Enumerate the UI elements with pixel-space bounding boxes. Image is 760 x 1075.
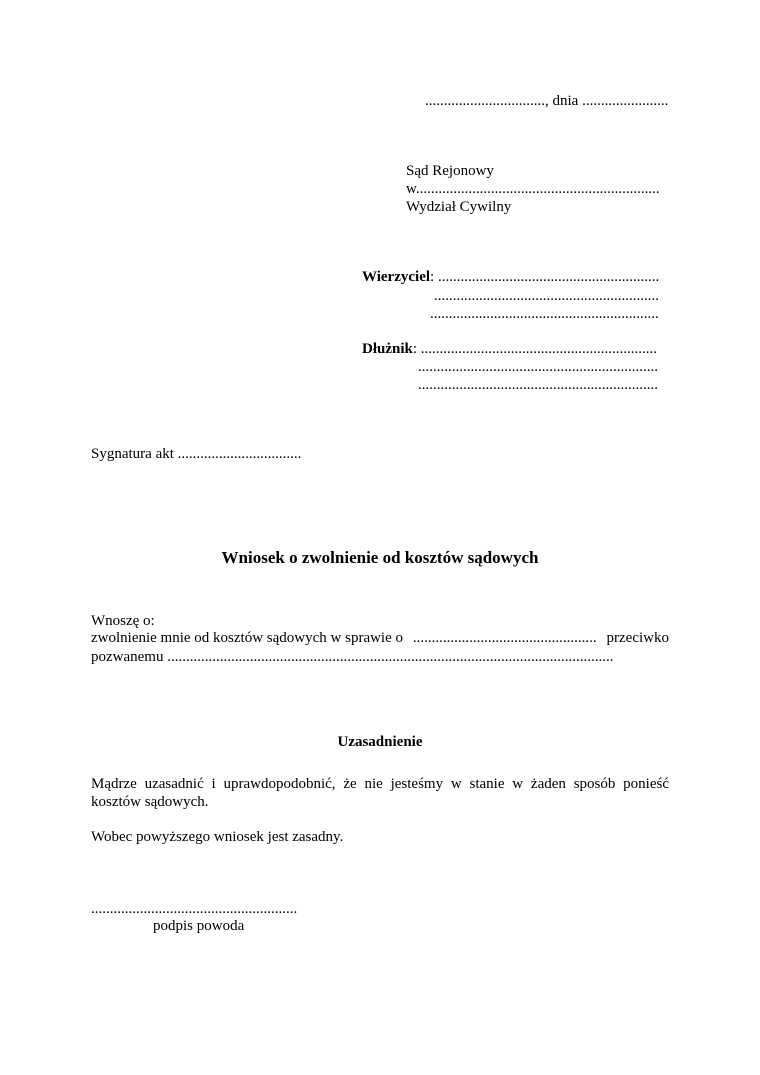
request-line-1-end: przeciwko	[606, 630, 669, 646]
creditor-label: Wierzyciel	[362, 269, 431, 285]
justification-heading: Uzasadnienie	[337, 734, 423, 750]
debtor-label: Dłużnik	[362, 341, 413, 357]
creditor-dots-1: : ...........................................................	[430, 269, 660, 285]
debtor-line-3: ................................................................	[418, 377, 658, 393]
request-line-1-start: zwolnienie mnie od kosztów sądowych w sprawie o	[91, 630, 404, 646]
court-name: Sąd Rejonowy	[406, 163, 494, 179]
justification-paragraph-1: Mądrze uzasadnić i uprawdopodobnić, że nie jesteśmy w stanie w żaden sposób ponieść kosztów sądowych.	[91, 776, 669, 810]
justification-paragraph-2: Wobec powyższego wniosek jest zasadny.	[91, 829, 344, 845]
debtor-dots-1: : ...............................................................	[412, 341, 658, 357]
request-line-2: pozwanemu .......................................................................................................................	[91, 649, 614, 665]
request-line-1	[91, 629, 669, 647]
creditor-line-3: .............................................................	[430, 306, 659, 322]
creditor-line-1	[362, 268, 659, 286]
signature-line: .......................................................	[91, 901, 298, 917]
court-division: Wydział Cywilny	[406, 199, 512, 215]
document-title: Wniosek o zwolnienie od kosztów sądowych	[221, 548, 539, 567]
place-date-line: ................................, dnia .......................	[425, 93, 669, 109]
signature-label: podpis powoda	[153, 918, 245, 934]
creditor-line-2: ............................................................	[434, 288, 659, 304]
request-line-1-dots: .................................................	[412, 630, 597, 646]
request-intro: Wnoszę o:	[91, 613, 155, 629]
court-location-line: w.................................................................	[406, 181, 660, 197]
debtor-line-1	[362, 340, 657, 358]
debtor-line-2: ................................................................	[418, 359, 658, 375]
case-number: Sygnatura akt .................................	[91, 446, 302, 462]
